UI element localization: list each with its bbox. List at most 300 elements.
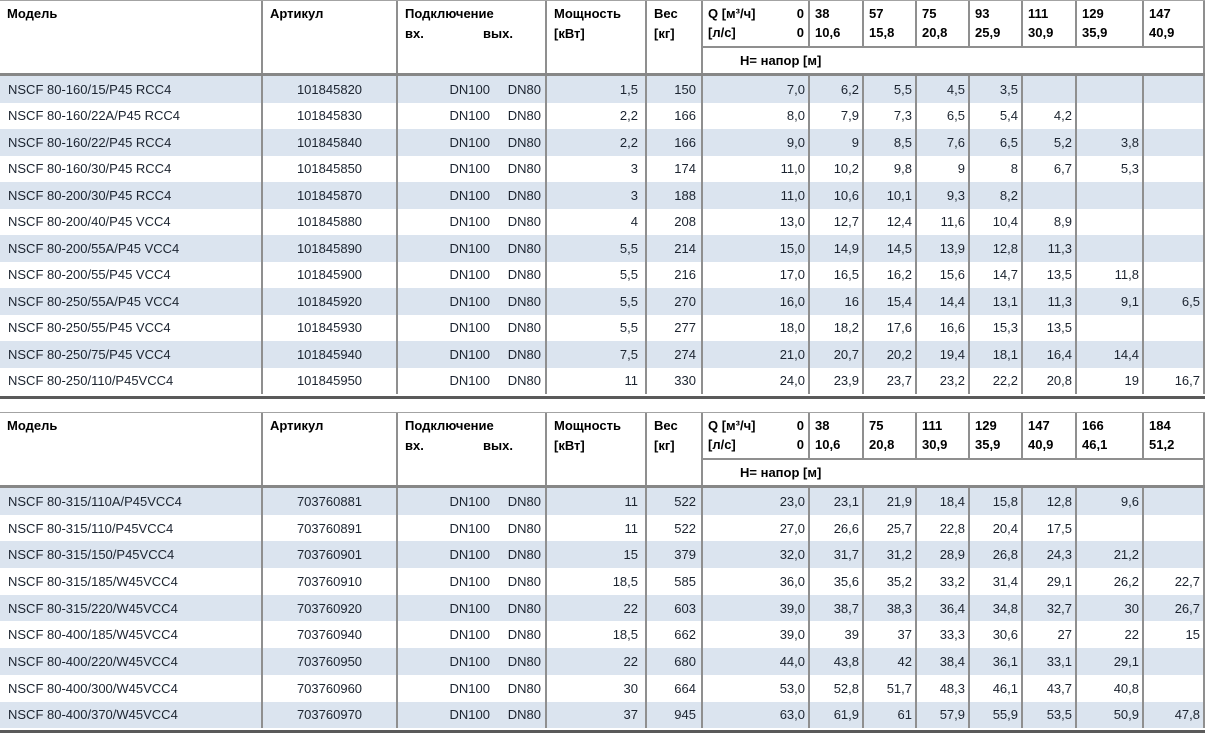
head-value-cell: 7,0 (703, 76, 810, 103)
model-cell: NSCF 80-160/15/P45 RCC4 (0, 76, 263, 103)
head-value-cell (1144, 76, 1205, 103)
ls-zero: 0 (796, 437, 804, 452)
model-cell: NSCF 80-315/110/P45VCC4 (0, 515, 263, 542)
head-value-cell: 43,8 (810, 648, 864, 675)
head-value-cell (1144, 235, 1205, 262)
weight-cell: 330 (647, 368, 703, 395)
head-value-cell: 39,0 (703, 621, 810, 648)
head-value-cell: 9 (810, 129, 864, 156)
power-column-header (547, 413, 647, 485)
model-cell: NSCF 80-315/220/W45VCC4 (0, 595, 263, 622)
power-cell: 18,5 (547, 621, 647, 648)
article-cell: 703760891 (263, 515, 398, 542)
table-row (0, 702, 1205, 729)
head-value-cell: 31,2 (864, 541, 917, 568)
power-cell: 5,5 (547, 262, 647, 289)
flow-col: 93 25,9 (970, 1, 1023, 46)
outlet-value: DN80 (507, 346, 541, 362)
head-value-cell: 5,3 (1077, 156, 1144, 183)
head-value-cell: 16,0 (703, 288, 810, 315)
head-value-cell: 8,5 (864, 129, 917, 156)
head-value-cell: 11,8 (1077, 262, 1144, 289)
head-value-cell (1077, 315, 1144, 342)
head-value-cell: 4,2 (1023, 103, 1077, 130)
outlet-value: DN80 (507, 134, 541, 150)
model-cell: NSCF 80-160/22A/P45 RCC4 (0, 103, 263, 130)
head-value-cell: 16,7 (1144, 368, 1205, 395)
outlet-value: DN80 (507, 320, 541, 336)
inlet-value: DN100 (449, 493, 490, 509)
head-value-cell (1144, 648, 1205, 675)
weight-cell: 680 (647, 648, 703, 675)
head-value-cell: 35,6 (810, 568, 864, 595)
connection-cell (398, 568, 547, 595)
head-value-cell: 9,3 (917, 182, 970, 209)
power-cell: 22 (547, 595, 647, 622)
weight-cell: 150 (647, 76, 703, 103)
outlet-value: DN80 (507, 600, 541, 616)
head-value-cell: 53,5 (1023, 702, 1077, 729)
article-cell: 703760881 (263, 488, 398, 515)
head-value-cell: 15,0 (703, 235, 810, 262)
model-cell: NSCF 80-315/150/P45VCC4 (0, 541, 263, 568)
head-value-cell: 15,6 (917, 262, 970, 289)
model-cell: NSCF 80-250/55A/P45 VCC4 (0, 288, 263, 315)
table-row (0, 675, 1205, 702)
inlet-value: DN100 (449, 520, 490, 536)
head-value-cell: 5,5 (864, 76, 917, 103)
table-row (0, 288, 1205, 315)
table-1-rows (0, 76, 1205, 394)
head-value-cell: 21,2 (1077, 541, 1144, 568)
weight-cell: 188 (647, 182, 703, 209)
table-row (0, 568, 1205, 595)
weight-cell: 216 (647, 262, 703, 289)
connection-cell (398, 648, 547, 675)
ls-label: [л/с] (708, 25, 736, 40)
connection-cell (398, 368, 547, 395)
flow-col: 38 10,6 (810, 1, 864, 46)
connection-column-header (398, 1, 547, 73)
head-value-cell: 9,6 (1077, 488, 1144, 515)
head-value-cell: 50,9 (1077, 702, 1144, 729)
head-value-cell: 3,8 (1077, 129, 1144, 156)
ls-zero: 0 (796, 25, 804, 40)
article-cell: 703760901 (263, 541, 398, 568)
head-value-cell: 46,1 (970, 675, 1023, 702)
connection-label: Подключение (405, 6, 494, 21)
tables-separator (0, 399, 1210, 412)
head-value-cell (1023, 76, 1077, 103)
head-value-cell: 24,3 (1023, 541, 1077, 568)
article-cell: 703760910 (263, 568, 398, 595)
head-value-cell: 21,9 (864, 488, 917, 515)
head-value-cell: 15,3 (970, 315, 1023, 342)
head-value-cell: 19,4 (917, 341, 970, 368)
weight-cell: 522 (647, 488, 703, 515)
inlet-value: DN100 (449, 134, 490, 150)
table-2-rows (0, 488, 1205, 728)
article-cell: 101845870 (263, 182, 398, 209)
head-value-cell: 12,7 (810, 209, 864, 236)
head-value-cell: 32,0 (703, 541, 810, 568)
head-value-cell: 29,1 (1077, 648, 1144, 675)
article-label: Артикул (270, 418, 324, 433)
article-cell: 101845940 (263, 341, 398, 368)
power-cell: 22 (547, 648, 647, 675)
inlet-value: DN100 (449, 320, 490, 336)
head-value-cell (1144, 515, 1205, 542)
weight-cell: 174 (647, 156, 703, 183)
head-value-cell: 14,7 (970, 262, 1023, 289)
head-value-cell: 23,2 (917, 368, 970, 395)
connection-cell (398, 675, 547, 702)
flow-header-section (703, 413, 1205, 485)
inlet-value: DN100 (449, 653, 490, 669)
head-value-cell: 10,2 (810, 156, 864, 183)
head-value-cell (1144, 129, 1205, 156)
connection-cell (398, 209, 547, 236)
article-cell: 101845850 (263, 156, 398, 183)
flow-col: 111 30,9 (1023, 1, 1077, 46)
connection-column-header (398, 413, 547, 485)
head-value-cell: 10,4 (970, 209, 1023, 236)
power-cell: 2,2 (547, 129, 647, 156)
head-value-cell (1144, 209, 1205, 236)
head-value-cell: 7,9 (810, 103, 864, 130)
head-value-cell: 36,4 (917, 595, 970, 622)
head-value-cell: 30,6 (970, 621, 1023, 648)
table-1-header (0, 1, 1205, 76)
head-value-cell: 17,5 (1023, 515, 1077, 542)
power-cell: 5,5 (547, 315, 647, 342)
connection-cell (398, 156, 547, 183)
head-value-cell: 5,2 (1023, 129, 1077, 156)
outlet-value: DN80 (507, 520, 541, 536)
connection-cell (398, 103, 547, 130)
weight-label: Вес (654, 6, 678, 21)
table-row (0, 235, 1205, 262)
inlet-value: DN100 (449, 627, 490, 643)
head-value-cell: 28,9 (917, 541, 970, 568)
head-value-cell (1023, 182, 1077, 209)
head-value-cell: 39,0 (703, 595, 810, 622)
flow-label-cell (703, 413, 810, 458)
head-value-cell: 52,8 (810, 675, 864, 702)
table-row (0, 315, 1205, 342)
model-label: Модель (7, 6, 58, 21)
head-value-cell: 11,3 (1023, 288, 1077, 315)
head-value-cell (1144, 103, 1205, 130)
head-value-cell: 14,9 (810, 235, 864, 262)
connection-cell (398, 621, 547, 648)
head-value-cell: 7,3 (864, 103, 917, 130)
table-row (0, 209, 1205, 236)
model-cell: NSCF 80-400/220/W45VCC4 (0, 648, 263, 675)
inlet-value: DN100 (449, 373, 490, 389)
inlet-value: DN100 (449, 214, 490, 230)
inlet-value: DN100 (449, 161, 490, 177)
weight-cell: 662 (647, 621, 703, 648)
inlet-label: вх. (405, 26, 424, 41)
power-column-header (547, 1, 647, 73)
flow-col: 166 46,1 (1077, 413, 1144, 458)
model-cell: NSCF 80-250/110/P45VCC4 (0, 368, 263, 395)
connection-cell (398, 488, 547, 515)
head-value-cell (1077, 182, 1144, 209)
power-cell: 1,5 (547, 76, 647, 103)
power-unit-label: [кВт] (554, 438, 585, 453)
weight-cell: 379 (647, 541, 703, 568)
weight-column-header (647, 1, 703, 73)
head-value-cell: 23,9 (810, 368, 864, 395)
connection-cell (398, 595, 547, 622)
head-value-cell: 31,7 (810, 541, 864, 568)
q-zero: 0 (796, 6, 804, 21)
head-value-cell: 43,7 (1023, 675, 1077, 702)
connection-cell (398, 515, 547, 542)
connection-cell (398, 235, 547, 262)
article-cell: 703760920 (263, 595, 398, 622)
head-value-cell: 6,2 (810, 76, 864, 103)
head-value-cell: 26,8 (970, 541, 1023, 568)
head-value-cell: 51,7 (864, 675, 917, 702)
head-value-cell: 34,8 (970, 595, 1023, 622)
head-value-cell: 27 (1023, 621, 1077, 648)
outlet-value: DN80 (507, 680, 541, 696)
weight-cell: 585 (647, 568, 703, 595)
head-value-cell: 35,2 (864, 568, 917, 595)
outlet-value: DN80 (507, 707, 541, 723)
head-value-cell: 12,8 (970, 235, 1023, 262)
table-row (0, 368, 1205, 395)
power-unit-label: [кВт] (554, 26, 585, 41)
article-cell: 703760970 (263, 702, 398, 729)
head-value-cell: 26,7 (1144, 595, 1205, 622)
model-column-header (0, 413, 263, 485)
head-value-cell: 6,7 (1023, 156, 1077, 183)
head-value-cell: 61,9 (810, 702, 864, 729)
head-value-cell: 18,1 (970, 341, 1023, 368)
inlet-value: DN100 (449, 707, 490, 723)
power-cell: 3 (547, 182, 647, 209)
head-value-cell (1144, 675, 1205, 702)
head-value-cell: 18,0 (703, 315, 810, 342)
q-label: Q [м³/ч] (708, 6, 756, 21)
head-value-cell: 12,8 (1023, 488, 1077, 515)
head-value-cell: 23,1 (810, 488, 864, 515)
head-value-cell: 22 (1077, 621, 1144, 648)
power-cell: 5,5 (547, 288, 647, 315)
head-value-cell: 22,8 (917, 515, 970, 542)
head-value-cell (1144, 315, 1205, 342)
head-value-cell: 13,9 (917, 235, 970, 262)
weight-unit-label: [кг] (654, 438, 675, 453)
connection-cell (398, 341, 547, 368)
inlet-label: вх. (405, 438, 424, 453)
power-label: Мощность (554, 6, 621, 21)
head-value-cell: 16 (810, 288, 864, 315)
head-value-cell: 6,5 (917, 103, 970, 130)
weight-unit-label: [кг] (654, 26, 675, 41)
table-row (0, 341, 1205, 368)
connection-sublabels (405, 24, 545, 44)
table-row (0, 156, 1205, 183)
head-value-cell: 15,4 (864, 288, 917, 315)
power-cell: 18,5 (547, 568, 647, 595)
model-cell: NSCF 80-315/185/W45VCC4 (0, 568, 263, 595)
inlet-value: DN100 (449, 187, 490, 203)
power-cell: 11 (547, 488, 647, 515)
article-cell: 703760960 (263, 675, 398, 702)
head-value-cell: 13,0 (703, 209, 810, 236)
connection-cell (398, 702, 547, 729)
head-value-cell: 9,0 (703, 129, 810, 156)
head-value-cell: 25,7 (864, 515, 917, 542)
head-value-cell: 17,6 (864, 315, 917, 342)
flow-col: 129 35,9 (970, 413, 1023, 458)
head-value-cell: 55,9 (970, 702, 1023, 729)
head-value-cell: 11,3 (1023, 235, 1077, 262)
outlet-label: вых. (483, 438, 513, 453)
connection-cell (398, 76, 547, 103)
pump-table-2 (0, 412, 1205, 733)
table-row (0, 595, 1205, 622)
table-row (0, 103, 1205, 130)
article-cell: 703760940 (263, 621, 398, 648)
flow-col: 147 40,9 (1144, 1, 1205, 46)
head-value-cell: 32,7 (1023, 595, 1077, 622)
model-cell: NSCF 80-250/75/P45 VCC4 (0, 341, 263, 368)
model-cell: NSCF 80-400/300/W45VCC4 (0, 675, 263, 702)
head-value-cell: 48,3 (917, 675, 970, 702)
head-value-cell: 33,1 (1023, 648, 1077, 675)
connection-cell (398, 262, 547, 289)
head-value-cell: 42 (864, 648, 917, 675)
head-value-cell: 6,5 (1144, 288, 1205, 315)
head-value-cell: 22,2 (970, 368, 1023, 395)
outlet-value: DN80 (507, 81, 541, 97)
head-value-cell: 27,0 (703, 515, 810, 542)
outlet-value: DN80 (507, 214, 541, 230)
head-value-cell: 38,7 (810, 595, 864, 622)
table-row (0, 182, 1205, 209)
power-cell: 37 (547, 702, 647, 729)
q-label: Q [м³/ч] (708, 418, 756, 433)
outlet-value: DN80 (507, 493, 541, 509)
connection-cell (398, 182, 547, 209)
head-value-cell: 33,2 (917, 568, 970, 595)
model-cell: NSCF 80-400/370/W45VCC4 (0, 702, 263, 729)
head-value-cell: 17,0 (703, 262, 810, 289)
model-cell: NSCF 80-315/110A/P45VCC4 (0, 488, 263, 515)
outlet-value: DN80 (507, 161, 541, 177)
ls-label: [л/с] (708, 437, 736, 452)
inlet-value: DN100 (449, 346, 490, 362)
flow-header-section (703, 1, 1205, 73)
power-cell: 11 (547, 368, 647, 395)
flow-values-row (703, 1, 1205, 48)
article-cell: 101845900 (263, 262, 398, 289)
head-value-cell: 23,7 (864, 368, 917, 395)
weight-cell: 945 (647, 702, 703, 729)
power-cell: 11 (547, 515, 647, 542)
head-value-cell: 12,4 (864, 209, 917, 236)
connection-sublabels (405, 436, 545, 456)
weight-column-header (647, 413, 703, 485)
inlet-value: DN100 (449, 108, 490, 124)
inlet-value: DN100 (449, 293, 490, 309)
head-value-cell: 16,6 (917, 315, 970, 342)
head-value-cell: 9,8 (864, 156, 917, 183)
head-value-cell: 8,0 (703, 103, 810, 130)
outlet-value: DN80 (507, 187, 541, 203)
head-value-cell: 15 (1144, 621, 1205, 648)
flow-col: 129 35,9 (1077, 1, 1144, 46)
head-value-cell: 37 (864, 621, 917, 648)
head-value-cell: 9 (917, 156, 970, 183)
weight-cell: 274 (647, 341, 703, 368)
head-value-cell: 36,0 (703, 568, 810, 595)
flow-col: 111 30,9 (917, 413, 970, 458)
head-value-cell (1144, 182, 1205, 209)
head-value-cell: 11,0 (703, 156, 810, 183)
head-value-cell: 20,4 (970, 515, 1023, 542)
head-value-cell: 29,1 (1023, 568, 1077, 595)
power-cell: 5,5 (547, 235, 647, 262)
weight-cell: 166 (647, 103, 703, 130)
head-value-cell: 16,2 (864, 262, 917, 289)
flow-col: 184 51,2 (1144, 413, 1205, 458)
inlet-value: DN100 (449, 240, 490, 256)
head-row-label: Н= напор [м] (703, 48, 1205, 73)
head-value-cell: 13,5 (1023, 262, 1077, 289)
inlet-value: DN100 (449, 81, 490, 97)
head-value-cell: 9,1 (1077, 288, 1144, 315)
article-cell: 101845920 (263, 288, 398, 315)
power-cell: 15 (547, 541, 647, 568)
article-cell: 101845820 (263, 76, 398, 103)
connection-label: Подключение (405, 418, 494, 433)
head-value-cell: 39 (810, 621, 864, 648)
head-value-cell: 18,4 (917, 488, 970, 515)
head-value-cell: 22,7 (1144, 568, 1205, 595)
head-value-cell (1077, 103, 1144, 130)
head-value-cell (1144, 488, 1205, 515)
head-value-cell: 20,2 (864, 341, 917, 368)
head-value-cell: 26,2 (1077, 568, 1144, 595)
weight-cell: 270 (647, 288, 703, 315)
outlet-value: DN80 (507, 240, 541, 256)
flow-col: 75 20,8 (917, 1, 970, 46)
weight-label: Вес (654, 418, 678, 433)
power-cell: 30 (547, 675, 647, 702)
model-cell: NSCF 80-200/55/P45 VCC4 (0, 262, 263, 289)
head-value-cell: 33,3 (917, 621, 970, 648)
article-cell: 101845930 (263, 315, 398, 342)
article-column-header (263, 413, 398, 485)
head-value-cell (1077, 235, 1144, 262)
head-value-cell: 40,8 (1077, 675, 1144, 702)
power-cell: 2,2 (547, 103, 647, 130)
head-value-cell: 8 (970, 156, 1023, 183)
article-cell: 101845880 (263, 209, 398, 236)
article-cell: 101845830 (263, 103, 398, 130)
power-cell: 4 (547, 209, 647, 236)
head-value-cell: 18,2 (810, 315, 864, 342)
connection-cell (398, 288, 547, 315)
article-cell: 101845950 (263, 368, 398, 395)
